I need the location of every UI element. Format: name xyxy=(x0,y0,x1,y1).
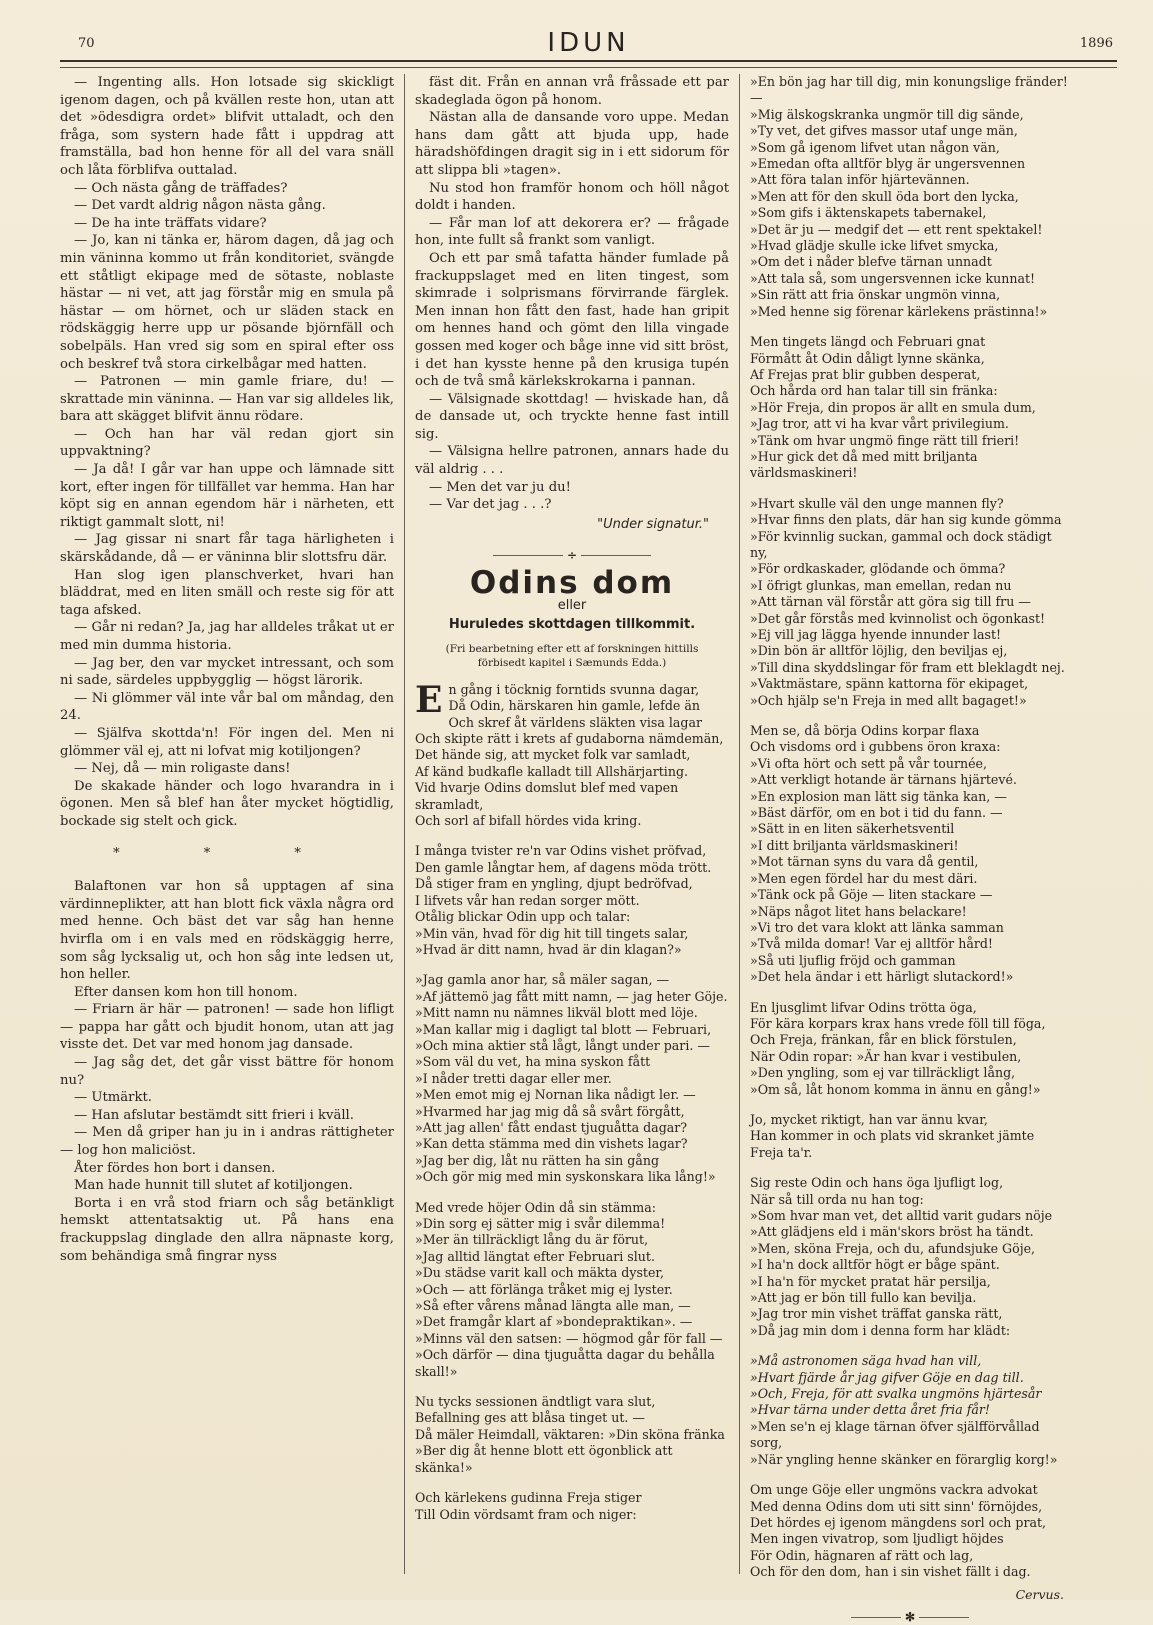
publication-title: IDUN xyxy=(547,28,630,58)
verse-line: »Må astronomen säga hvad han vill, xyxy=(750,1353,982,1369)
stanza xyxy=(415,678,729,830)
stanza xyxy=(750,1353,1070,1468)
stanza xyxy=(750,1482,1070,1580)
paragraph: — Men då griper han ju in i andras rättigheter — log hon maliciöst. xyxy=(60,1125,394,1159)
verse-line: »Af jättemö jag fått mitt namn, — jag heter Göje. xyxy=(415,988,728,1004)
verse-line: Vid hvarje Odins domslut blef med vapen skramladt, xyxy=(415,780,679,812)
paragraph: Nästan alla de dansande voro uppe. Medan hans dam gått att bjuda upp, hade häradshöfdingen dragit sig in i ett sidorum för att slippa bli »tagen». xyxy=(415,110,729,178)
verse-line: »Men egen fördel har du mest däri. xyxy=(750,870,978,886)
verse-line: »Och mina aktier stå lågt, långt under pari. — xyxy=(415,1037,710,1053)
verse-line: »Att jag er bön till fullo kan bevilja. xyxy=(750,1290,977,1306)
verse-line: »Tänk ock på Göje — liten stackare — xyxy=(750,887,993,903)
verse-line: »Ej vill jag lägga hyende innunder last! xyxy=(750,627,1002,642)
poem-title: Odins dom xyxy=(469,565,675,602)
verse-line: »Hur gick det då med mitt briljanta världsmaskineri! xyxy=(750,448,978,481)
verse-line: Med vrede höjer Odin då sin stämma: xyxy=(415,1199,656,1215)
verse-line: »Men att för den skull öda bort den lycka, xyxy=(750,188,1019,204)
verse-line: Befallning ges att blåsa tinget ut. — xyxy=(415,1410,645,1426)
stanza xyxy=(750,334,1070,482)
verse-line: »Och därför — dina tjuguåtta dagar du behålla skall!» xyxy=(415,1347,715,1379)
masthead xyxy=(60,26,1117,62)
verse-line: »Vi tro det vara klokt att länka samman xyxy=(750,919,1004,935)
story-continuation xyxy=(415,74,729,514)
verse-line: »Kan detta stämma med din vishets lagar? xyxy=(415,1136,688,1152)
stanza xyxy=(750,1112,1070,1161)
verse-line: »Två milda domar! Var ej alltför hård! xyxy=(750,936,993,952)
verse-line: Sig reste Odin och hans öga ljufligt log, xyxy=(750,1175,1004,1191)
verse-line: Den gamle långtar hem, af dagens möda trött. xyxy=(415,859,712,875)
verse-line: »Men se'n ej klage tärnan öfver själfförvållad sorg, xyxy=(750,1418,1040,1451)
verse-line: »Och — att förlänga tråket mig ej lyster. xyxy=(415,1281,673,1297)
verse-line: »Hvad glädje skulle icke lifvet smycka, xyxy=(750,238,999,254)
paragraph: — Välsignade skottdag! — hviskade han, då de dansade ut, och tryckte henne fast intill sig. xyxy=(415,391,729,442)
verse-line: »Du städse varit kall och mäkta dyster, xyxy=(415,1265,665,1281)
verse-line: »Och, Freja, för att svalka ungmöns hjärtesår xyxy=(750,1386,1042,1402)
verse-line: Och kärlekens gudinna Freja stiger xyxy=(415,1490,642,1506)
paragraph: — Utmärkt. xyxy=(74,1090,152,1106)
paragraph: — Patronen — min gamle friare, du! — skrattade min väninna. — Han var sig alldeles lik, bara att skägget blifvit ännu rödare. xyxy=(60,374,394,425)
page-number: 70 xyxy=(78,36,95,51)
stanza-lines xyxy=(415,678,729,830)
verse-line: »Sin rätt att fria önskar ungmön vinna, xyxy=(750,287,1001,303)
verse-line: »Hvart fjärde år jag gifver Göje en dag till. xyxy=(750,1369,1024,1385)
verse-line: »Jag tror min vishet träffat ganska rätt, xyxy=(750,1306,1003,1322)
verse-line: Det hände sig, att mycket folk var samladt, xyxy=(415,747,691,763)
end-mark xyxy=(750,1609,1070,1625)
verse-line: När Odin ropar: »Är han kvar i vestibulen, xyxy=(750,1048,1022,1064)
stanza xyxy=(750,496,1070,709)
verse-line: »Din bön är alltför löjlig, den beviljas ej, xyxy=(750,643,1008,659)
story-part-b xyxy=(60,878,394,1265)
verse-line: Då Odin, härskaren hin gamle, lefde än xyxy=(448,698,700,714)
divider-mark: ÷ xyxy=(566,548,578,563)
paragraph: Han slog igen planschverket, hvari han bläddrat, med en liten smäll och reste sig för att taga afsked. xyxy=(60,567,394,618)
verse-line: »Det går förstås med kvinnolist och ögonkast! xyxy=(750,610,1046,626)
paragraph: Efter dansen kom hon till honom. xyxy=(74,984,298,1000)
paragraph: — Går ni redan? Ja, jag har alldeles tråkat ut er med min dumma historia. xyxy=(60,620,394,653)
paragraph: Och ett par små tafatta händer fumlade på frackuppslaget med en liten tingest, som skimrade i solprismans förvirrande färglek. Men innan hon fått den fast, hade han gripit om hennes hand och gömt den lilla vingade gossen med koger och båge inne vid sitt bröst, i det han kysste henne på den krusiga tupén och de två små kärlekskrokarna i pannan. xyxy=(415,250,729,390)
verse-line: För kära korpars krax hans vrede föll till föga, xyxy=(750,1015,1046,1031)
verse-line: »Vi ofta hört och sett på vår tournée, xyxy=(750,755,988,771)
verse-line: »Hvad är ditt namn, hvad är din klagan?» xyxy=(415,941,682,957)
paragraph: — Han afslutar bestämdt sitt frieri i kväll. xyxy=(74,1107,354,1123)
verse-line: »Tänk om hvar ungmö finge rätt till frieri! xyxy=(750,432,1020,448)
verse-line: »Som hvar man vet, det alltid varit gudars nöje xyxy=(750,1208,1053,1223)
paragraph: — Och han har väl redan gjort sin uppvaktning? xyxy=(60,426,394,460)
verse-line: »Hör Freja, din propos är allt en smula dum, xyxy=(750,399,1036,415)
verse-line: »Ty vet, det gifves massor utaf unge män, xyxy=(750,123,1018,139)
column-1 xyxy=(60,74,405,1574)
verse-line: »Att glädjens eld i män'skors bröst ha tändt. xyxy=(750,1224,1034,1240)
verse-line: Af Frejas prat blir gubben desperat, xyxy=(750,366,981,382)
verse-line: »Att jag allen' fått endast tjuguåtta dagar? xyxy=(415,1119,688,1135)
verse-line: »Jag alltid längtat efter Februari slut. xyxy=(415,1248,655,1264)
paragraph: — Ni glömmer väl inte vår bal om måndag, den 24. xyxy=(60,690,394,724)
verse-line: I lifvets vår han redan sorger mött. xyxy=(415,892,640,908)
paragraph: — Friarn är här — patronen! — sade hon lifligt — pappa har gått och bjudit honom, utan att jag visste det. Det var med honom jag dansade. xyxy=(60,1002,394,1053)
verse-line: »Det hela ändar i ett härligt slutackord!» xyxy=(750,969,1014,985)
verse-line: »Hvarmed har jag mig då så svårt förgått, xyxy=(415,1103,685,1119)
verse-line: »Och hjälp se'n Freja in med allt bagaget!» xyxy=(750,692,1027,708)
verse-line: Men tingets längd och Februari gnat xyxy=(750,334,986,350)
verse-line: Och sorl af bifall hördes vida kring. xyxy=(415,813,642,829)
paragraph: Balaftonen var hon så upptagen af sina värdinneplikter, att han blott fick växla några ord med henne. Och bäst det var såg han henne hvirfla om i en vals med en rödskäggig herre, som såg lycksalig ut, och hon såg inte ledsen ut, hon heller. xyxy=(60,879,394,983)
verse-line: Och för den dom, han i sin vishet fällt i dag. xyxy=(750,1564,1031,1580)
verse-line: Men se, då börja Odins korpar flaxa xyxy=(750,723,980,739)
verse-line: »Då jag min dom i denna form har klädt: xyxy=(750,1322,1011,1338)
verse-line: »I öfrigt glunkas, man emellan, redan nu xyxy=(750,577,1012,593)
stanza xyxy=(750,74,1070,320)
verse-line: »Sätt in en liten säkerhetsventil xyxy=(750,821,955,837)
verse-line: Af känd budkafle kalladt till Allshärjarting. xyxy=(415,763,689,779)
story-signature: "Under signatur." xyxy=(597,516,709,532)
paragraph: fäst dit. Från en annan vrå fråssade ett par skadeglada ögon på honom. xyxy=(415,75,729,108)
verse-line: »För ordkaskader, glödande och ömma? xyxy=(750,561,1006,577)
verse-line: »Det framgår klart af »bondepraktikan». — xyxy=(415,1314,693,1330)
publication-year: 1896 xyxy=(1079,36,1113,51)
verse-line: Till Odin vördsamt fram och niger: xyxy=(415,1506,637,1522)
asterism: * * * xyxy=(113,845,341,861)
verse-line: »Hvart skulle väl den unge mannen fly? xyxy=(750,495,1004,511)
poem-note: (Fri bearbetning efter ett af forskningen hittills förbisedt kapitel i Sæmunds Edda.) xyxy=(445,642,699,669)
paragraph: De skakade händer och logo hvarandra in i ögonen. Men så blef han åter mycket högtidlig, bockade sig stelt och gick. xyxy=(60,778,394,829)
stanza xyxy=(415,1200,729,1380)
verse-line: »Det är ju — medgif det — ett rent spektakel! xyxy=(750,221,1043,237)
verse-line: »Man kallar mig i dagligt tal blott — Februari, xyxy=(415,1021,712,1037)
verse-line: Då mäler Heimdall, väktaren: »Din sköna fränka xyxy=(415,1426,725,1442)
paragraph: Borta i en vrå stod friarn och såg betänkligt hemskt attentatsaktig ut. På hans ena frackuppslag dinglade den allra näpnaste korg, som behändiga små fingrar nyss xyxy=(60,1195,394,1264)
verse-line: »Med henne sig förenar kärlekens prästinna!» xyxy=(750,303,1048,319)
verse-line: Otålig blickar Odin upp och talar: xyxy=(415,909,631,925)
verse-line: »En bön jag har till dig, min konungslige fränder! — xyxy=(750,74,1068,106)
column-2 xyxy=(405,74,740,1574)
verse-line: Med denna Odins dom uti sitt sinn' förnöjdes, xyxy=(750,1498,1043,1514)
paragraph: — Jag gissar ni snart får taga härligheten i skärskådande, då — er väninna blir slottsfru där. xyxy=(60,532,394,566)
verse-line: »Så uti ljuflig fröjd och gamman xyxy=(750,952,956,968)
paragraph: — Nej, då — min roligaste dans! xyxy=(74,761,291,777)
verse-line: »En explosion man lätt sig tänka kan, — xyxy=(750,788,1007,804)
verse-line: »I nåder tretti dagar eller mer. xyxy=(415,1070,612,1086)
paragraph: — De ha inte träffats vidare? xyxy=(74,215,267,231)
verse-line: »Bäst därför, om en bot i tid du fann. — xyxy=(750,805,1003,821)
verse-line: »Som väl du vet, ha mina syskon fått xyxy=(415,1054,651,1070)
verse-line: Och hårda ord han talar till sin fränka: xyxy=(750,383,998,399)
verse-line: »I ha'n dock alltför högt er båge spänt. xyxy=(750,1257,1000,1273)
verse-line: »När yngling henne skänker en förarglig korg!» xyxy=(750,1451,1058,1467)
verse-line: Förmått åt Odin dåligt lynne skänka, xyxy=(750,350,985,366)
verse-line: För Odin, hägnaren af rätt och lag, xyxy=(750,1547,974,1563)
verse-line: »Jag gamla anor har, så mäler sagan, — xyxy=(415,972,670,988)
verse-line: Men ingen vivatrop, som ljudligt höjdes xyxy=(750,1531,1004,1547)
verse-line: »Jag ber dig, låt nu rätten ha sin gång xyxy=(415,1152,660,1168)
story-part-a xyxy=(60,74,394,831)
paragraph: — Var det jag . . .? xyxy=(429,497,552,513)
stanza xyxy=(415,972,729,1185)
stanza xyxy=(415,1490,729,1523)
verse-line: »Som gå igenom lifvet utan någon vän, xyxy=(750,139,1000,155)
verse-line: En ljusglimt lifvar Odins trötta öga, xyxy=(750,999,977,1015)
verse-line: »Ber dig åt henne blott ett ögonblick att skänka!» xyxy=(415,1443,673,1475)
verse-line: »I ha'n för mycket pratat här persilja, xyxy=(750,1273,991,1289)
paragraph: Man hade hunnit till slutet af kotiljongen. xyxy=(74,1178,353,1194)
verse-line: »I ditt briljanta världsmaskineri! xyxy=(750,837,959,853)
verse-line: »Om det i nåder blefve tärnan unnadt xyxy=(750,254,992,270)
column-3 xyxy=(740,74,1070,1624)
verse-line: »För kvinnlig suckan, gammal och dock städigt ny, xyxy=(750,528,1052,560)
verse-line: »Emedan ofta alltför blyg är ungersvennen xyxy=(750,156,1026,172)
verse-line: »Mot tärnan syns du vara då gentil, xyxy=(750,854,979,870)
poem-byline: Cervus. xyxy=(1015,1586,1064,1602)
verse-line: »Mig älskogskranka ungmör till dig sände, xyxy=(750,106,1024,122)
verse-line: »Hvar finns den plats, där han sig kunde gömma xyxy=(750,512,1062,528)
header-rule xyxy=(60,64,1117,68)
verse-line: »Vaktmästare, spänn kattorna för ekipaget, xyxy=(750,676,1029,692)
paragraph: — Jag såg det, det går visst bättre för honom nu? xyxy=(60,1055,394,1088)
stanza xyxy=(415,843,729,958)
section-divider xyxy=(415,547,729,565)
poem-eller: eller xyxy=(557,597,587,613)
paragraph: — Jo, kan ni tänka er, härom dagen, då jag och min väninna kommo ut från konditoriet, svängde ett ståtligt ekipage med de sötaste, noblaste hästar — ni vet, att jag förstår mig en smula på hästar — om hörnet, och ur släden stack en rödskäggig herre upp ur pösande björnfäll och sobelpäls. Han vred sig som en spiral efter oss och beskref två stora cirkelbågar med hatten. xyxy=(60,233,394,372)
verse-line: »Mer än tillräckligt lång du är förut, xyxy=(415,1232,649,1248)
paragraph: — Ja då! I går var han uppe och lämnade sitt kort, efter ingen för tillfället var hemma. Han har köpt sig en annan egendom här i närheten, ett riktigt gammalt slott, ni! xyxy=(60,462,394,530)
paragraph: Åter fördes hon bort i dansen. xyxy=(74,1160,276,1176)
columns xyxy=(60,74,1117,1624)
paragraph: — Får man lof att dekorera er? — frågade hon, inte fullt så frankt som vanligt. xyxy=(415,215,729,249)
stanza xyxy=(750,1000,1070,1098)
paragraph: — Och nästa gång de träffades? xyxy=(74,180,288,196)
verse-line: »Men emot mig ej Nornan lika nådigt ler. — xyxy=(415,1087,696,1103)
verse-line: »Att verkligt hotande är tärnans hjärtevé. xyxy=(750,772,1017,788)
drop-cap: E xyxy=(415,678,443,721)
paragraph: Nu stod hon framför honom och höll något doldt i handen. xyxy=(415,180,729,214)
verse-line: Och skref åt världens släkten visa lagar xyxy=(448,714,703,730)
paragraph: — Välsigna hellre patronen, annars hade du väl aldrig . . . xyxy=(415,444,729,478)
verse-line: Jo, mycket riktigt, han var ännu kvar, xyxy=(750,1111,988,1127)
verse-line: »Din sorg ej sätter mig i svår dilemma! xyxy=(415,1216,666,1231)
verse-line: »Som gifs i äktenskapets tabernakel, xyxy=(750,205,987,221)
paragraph: — Ingenting alls. Hon lotsade sig skickligt igenom dagen, och på kvällen reste hon, utan att det »ödesdigra ordet» blifvit uttaladt, och den fråga, som systern hade fått i uppdrag att framställa, bad hon henne för all del vara snäll och låta förblifva outtalad. xyxy=(60,75,394,178)
verse-line: »Min vän, hvad för dig hit till tingets salar, xyxy=(415,925,689,941)
verse-line: »Den yngling, som ej var tillräckligt lång, xyxy=(750,1065,1016,1081)
verse-line: »Mitt namn nu nämnes likväl blott med löje. xyxy=(415,1005,698,1021)
paragraph: — Men det var ju du! xyxy=(429,479,571,495)
verse-line: I många tvister re'n var Odins vishet pröfvad, xyxy=(415,843,707,859)
verse-line: Om unge Göje eller ungmöns vackra advokat xyxy=(750,1482,1038,1498)
verse-line: »Jag tror, att vi ha kvar vårt privilegium. xyxy=(750,416,1009,432)
verse-line: Nu tycks sessionen ändtligt vara slut, xyxy=(415,1394,656,1410)
verse-line: Och skipte rätt i krets af gudaborna nämdemän, xyxy=(415,731,724,747)
verse-line: »Att föra talan inför hjärtevännen. xyxy=(750,172,970,188)
paragraph: — Själfva skottda'n! För ingen del. Men ni glömmer väl ej, att ni lofvat mig kotiljongen? xyxy=(60,725,394,759)
verse-line: »Så efter vårens månad längta alle man, — xyxy=(415,1298,691,1314)
verse-line: »Att tala så, som ungersvennen icke kunnat! xyxy=(750,270,1036,286)
verse-line: »Att tärnan väl förstår att göra sig till fru — xyxy=(750,594,1031,610)
verse-line: »Till dina skyddslingar för fram ett bleklagdt nej. xyxy=(750,659,1065,675)
verse-line: Och visdoms ord i gubbens öron kraxa: xyxy=(750,739,1001,755)
stanza xyxy=(415,1394,729,1476)
stanza xyxy=(750,1175,1070,1339)
stanza xyxy=(750,723,1070,986)
verse-line: »Minns väl den satsen: — högmod går för fall — xyxy=(415,1330,723,1346)
verse-line: När så till orda nu han tog: xyxy=(750,1191,924,1207)
verse-line: n gång i töcknig forntids svunna dagar, xyxy=(448,681,700,697)
verse-line: »Hvar tärna under detta året fria får! xyxy=(750,1402,990,1418)
verse-line: Och Freja, fränkan, får en blick förstulen, xyxy=(750,1032,1017,1048)
verse-line: »Om så, låt honom komma in ännu en gång!» xyxy=(750,1081,1041,1097)
verse-line: »Och gör mig med min syskonskara lika lång!» xyxy=(415,1169,716,1185)
verse-line: Han kommer in och plats vid skranket jämte Freja ta'r. xyxy=(750,1128,1035,1160)
poem-subtitle: Huruledes skottdagen tillkommit. xyxy=(448,617,696,633)
verse-line: Då stiger fram en yngling, djupt bedröfvad, xyxy=(415,876,693,892)
verse-line: Det hördes ej igenom mängdens sorl och prat, xyxy=(750,1514,1047,1530)
end-mark-glyph: ✻ xyxy=(904,1609,916,1624)
verse-line: »Näps något litet hans belackare! xyxy=(750,903,967,919)
paragraph: — Det vardt aldrig någon nästa gång. xyxy=(74,198,326,214)
paragraph: — Jag ber, den var mycket intressant, och som ni sade, särdeles uppbygglig — högst lärorik. xyxy=(60,655,394,689)
verse-line: »Men, sköna Freja, och du, afundsjuke Göje, xyxy=(750,1240,1036,1256)
